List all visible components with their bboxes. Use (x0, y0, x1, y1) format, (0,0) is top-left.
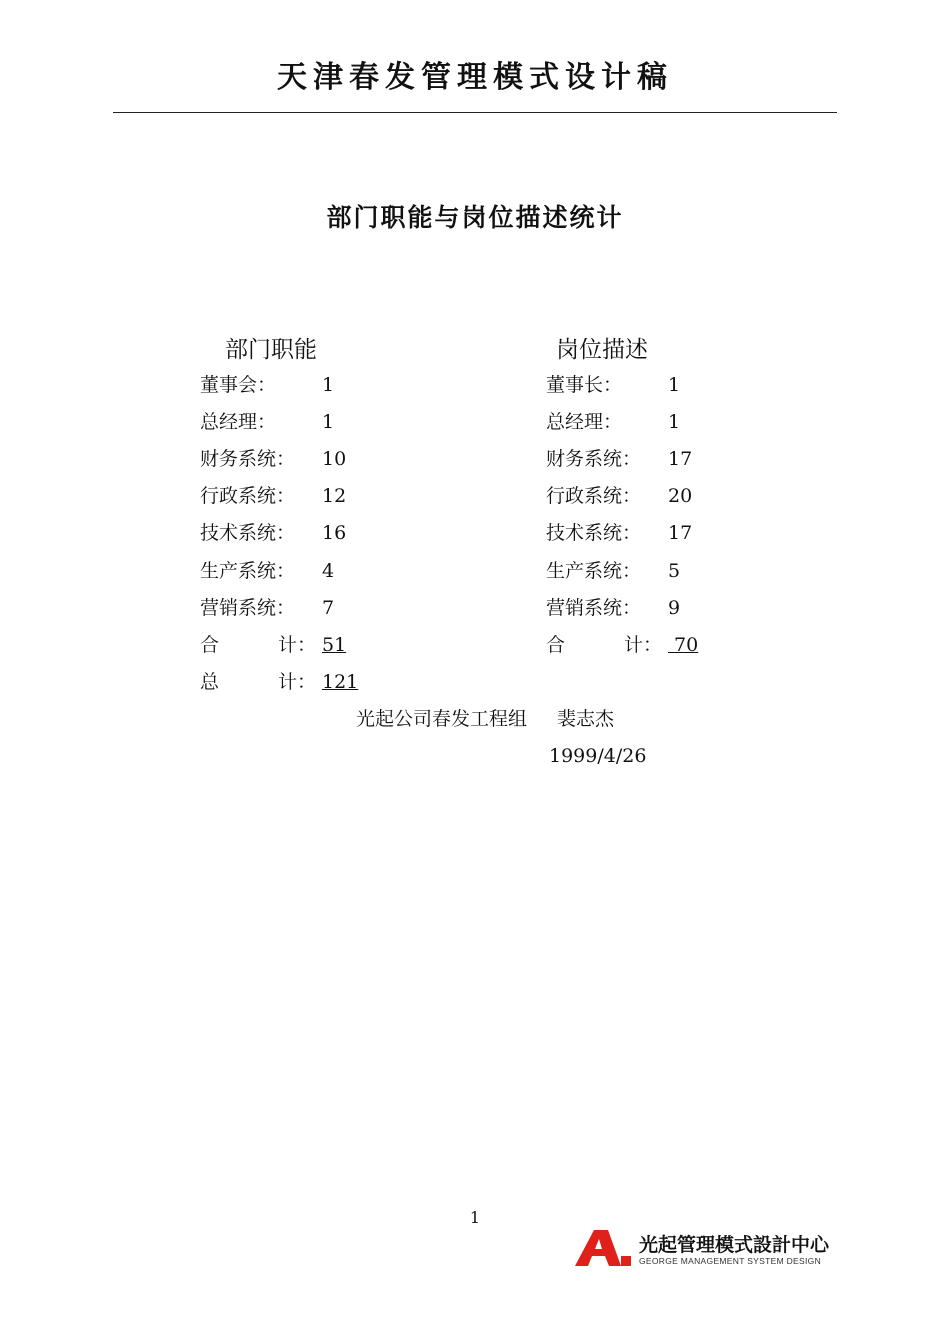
row-value: 1 (322, 411, 335, 433)
row-value: 17 (668, 522, 693, 544)
row-label: 行政系统： (546, 485, 642, 507)
row-label: 行政系统： (200, 485, 296, 507)
row-value: 1 (322, 374, 335, 396)
row-value: 1 (668, 374, 681, 396)
row-value: 9 (668, 597, 681, 619)
row-value: 5 (668, 560, 681, 582)
row-label: 董事会： (200, 374, 277, 396)
logo-chinese-text: 光起管理模式設計中心 (639, 1234, 830, 1256)
row-label: 营销系统： (546, 597, 642, 619)
row-value: 20 (668, 485, 693, 507)
row-value: 16 (322, 522, 347, 544)
row-label: 营销系统： (200, 597, 296, 619)
grand-total-value: 121 (322, 671, 359, 693)
row-value: 12 (322, 485, 347, 507)
row-label: 技术系统： (200, 522, 296, 544)
page-number: 1 (469, 1208, 481, 1227)
subtotal-value: 70 (668, 634, 699, 656)
departments-heading: 部门职能 (225, 337, 317, 363)
row-value: 7 (322, 597, 335, 619)
signature-line (356, 704, 614, 734)
row-value: 4 (322, 560, 335, 582)
row-label: 财务系统： (546, 448, 642, 470)
signature-name: 裴志杰 (557, 708, 615, 730)
company-logo (575, 1228, 840, 1270)
header-divider (113, 112, 837, 113)
subtotal-value: 51 (322, 634, 347, 656)
row-value: 1 (668, 411, 681, 433)
row-label: 总经理： (546, 411, 623, 433)
subtotal-label-second: 计： (278, 634, 317, 656)
logo-english-text: GEORGE MANAGEMENT SYSTEM DESIGN (639, 1256, 822, 1266)
row-label: 董事长： (546, 374, 623, 396)
subtotal-label-first: 合 (546, 634, 566, 656)
document-title: 部门职能与岗位描述统计 (326, 203, 624, 232)
signature-org: 光起公司春发工程组 (356, 708, 528, 730)
grand-total-label-first: 总 (200, 671, 220, 693)
row-label: 财务系统： (200, 448, 296, 470)
row-value: 17 (668, 448, 693, 470)
row-label: 生产系统： (200, 560, 296, 582)
page-header-title: 天津春发管理模式设计稿 (277, 60, 673, 95)
subtotal-label-first: 合 (200, 634, 220, 656)
row-value: 10 (322, 448, 347, 470)
row-label: 技术系统： (546, 522, 642, 544)
row-label: 生产系统： (546, 560, 642, 582)
row-label: 总经理： (200, 411, 277, 433)
positions-heading: 岗位描述 (556, 337, 648, 363)
logo-a-mark-icon (575, 1228, 633, 1268)
signature-date: 1999/4/26 (549, 745, 647, 767)
subtotal-label-second: 计： (624, 634, 663, 656)
grand-total-label-second: 计： (278, 671, 317, 693)
